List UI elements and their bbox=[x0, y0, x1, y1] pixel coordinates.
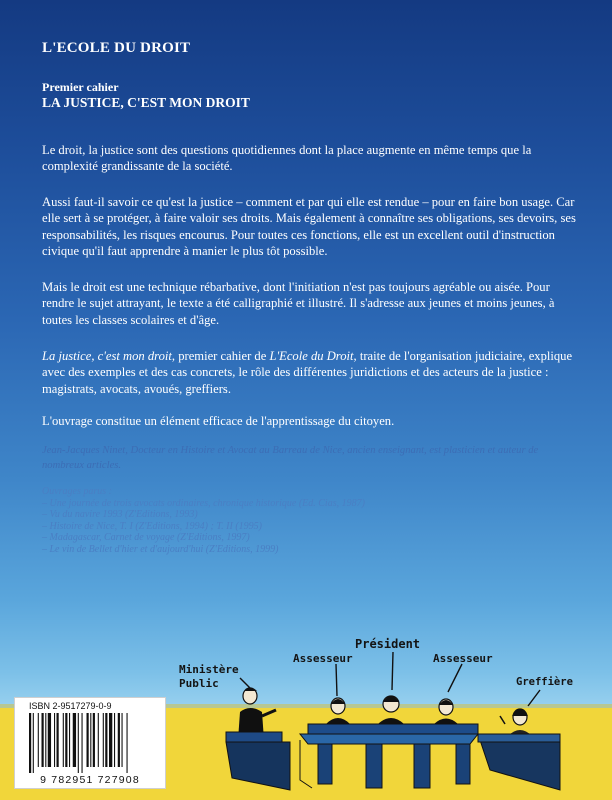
assessor-left-figure bbox=[326, 698, 350, 724]
works-heading: Ouvrages parus : bbox=[42, 486, 112, 497]
prosecutor-desk bbox=[226, 742, 290, 790]
prosecutor-figure bbox=[226, 688, 282, 743]
barcode-bar bbox=[69, 713, 70, 767]
barcode-bar bbox=[33, 713, 34, 773]
ean-number: 9 782951 727908 bbox=[40, 774, 140, 786]
series-label: Premier cahier bbox=[42, 80, 119, 94]
clerk-label: Greffière bbox=[516, 676, 573, 688]
barcode-bar bbox=[45, 713, 46, 767]
barcode-bar bbox=[54, 713, 55, 767]
barcode-bar bbox=[42, 713, 44, 767]
ministere-label: Ministère bbox=[179, 663, 239, 676]
works-item: – Madagascar, Carnet de voyage (Z'Editions, 1997) bbox=[42, 532, 250, 543]
barcode-bar bbox=[65, 713, 67, 767]
paragraph-3: Mais le droit est une technique rébarbative, dont l'initiation n'est pas toujours agréable ou aisée. Pour rendre le sujet attrayant, le texte a été calligraphié et illustré. Il s'adresse aux jeunes et moins jeunes, à toutes les classes scolaires et d'âge. bbox=[42, 280, 555, 327]
isbn-barcode-box bbox=[14, 697, 166, 789]
series-title-italic: L'Ecole du Droit bbox=[269, 349, 354, 363]
series-title: L'ECOLE DU DROIT bbox=[42, 40, 191, 56]
barcode-bar bbox=[122, 713, 123, 767]
barcode-bar bbox=[90, 713, 91, 767]
book-title-italic: La justice, c'est mon droit bbox=[42, 349, 172, 363]
barcode-bar bbox=[63, 713, 64, 767]
book-title: LA JUSTICE, C'EST MON DROIT bbox=[42, 95, 250, 110]
barcode-bar bbox=[109, 713, 112, 767]
barcode-bar bbox=[73, 713, 76, 767]
clerk-figure bbox=[500, 709, 532, 736]
barcode-bar bbox=[105, 713, 107, 767]
barcode-bar bbox=[114, 713, 115, 767]
paragraph-5: L'ouvrage constitue un élément efficace de l'apprentissage du citoyen. bbox=[42, 414, 395, 428]
barcode-bar bbox=[38, 713, 39, 767]
public-label: Public bbox=[179, 677, 219, 690]
clerk-desk bbox=[478, 734, 560, 790]
barcode-bar bbox=[103, 713, 104, 767]
works-item: – Le vin de Bellet d'hier et d'aujourd'hui (Z'Editions, 1999) bbox=[42, 543, 279, 555]
paragraph-4-part-b: , traite de l'organisation judiciaire, explique avec des exemples et des cas concrets, le rôle des différentes juridictions et des acteurs de la justice : magistrats, avocats, avoués, greffiers. bbox=[42, 349, 573, 396]
author-bio: Jean-Jacques Ninet, Docteur en Histoire et Avocat au Barreau de Nice, ancien enseignant, est plasticien et auteur de nombreux articles. bbox=[42, 445, 539, 471]
paragraph-4-part-a: , premier cahier de bbox=[171, 349, 270, 363]
works-list bbox=[42, 486, 582, 555]
judges-bench bbox=[300, 724, 478, 788]
isbn-label: ISBN 2-9517279-0-9 bbox=[29, 701, 112, 711]
works-item: – Vu du navire 1993 (Z'Editions, 1993) bbox=[42, 509, 198, 520]
barcode-bar bbox=[87, 713, 89, 767]
assessor-right-label: Assesseur bbox=[433, 652, 493, 665]
president-figure bbox=[378, 696, 404, 724]
barcode-bar bbox=[48, 713, 51, 767]
barcode-bar bbox=[82, 713, 83, 773]
barcode-icon bbox=[27, 713, 153, 773]
paragraph-1: Le droit, la justice sont des questions quotidiennes dont la place augmente en même temps que la complexité grandissante de la société. bbox=[42, 143, 532, 174]
works-item: – Histoire de Nice, T. I (Z'Editions, 1994) ; T. II (1995) bbox=[42, 520, 262, 532]
barcode-bar bbox=[93, 713, 95, 767]
barcode-bar bbox=[127, 713, 128, 773]
barcode-bar bbox=[57, 713, 59, 767]
paragraph-4 bbox=[42, 348, 582, 397]
assessor-right-figure bbox=[434, 699, 458, 724]
barcode-bar bbox=[98, 713, 99, 767]
paragraph-2: Aussi faut-il savoir ce qu'est la justice – comment et par qui elle est rendue – pour en faire bon usage. Car elle sert à se protéger, à faire valoir ses droits. Mais également à connaître ses obligations, ses devoirs, ses responsabilités, les risques encourus. Pour toutes ces fonctions, elle est un excellent outil d'instruction civique qu'il faut apprendre à manier le plus tôt possible. bbox=[42, 195, 576, 258]
works-item: – Une journée de trois avocats ordinaires, chronique historique (Ed. Cias, 1987) bbox=[42, 497, 365, 509]
barcode-bar bbox=[78, 713, 79, 773]
assessor-left-label: Assesseur bbox=[293, 652, 353, 665]
president-label: Président bbox=[355, 637, 421, 651]
barcode-bar bbox=[29, 713, 31, 773]
barcode-bar bbox=[118, 713, 120, 767]
